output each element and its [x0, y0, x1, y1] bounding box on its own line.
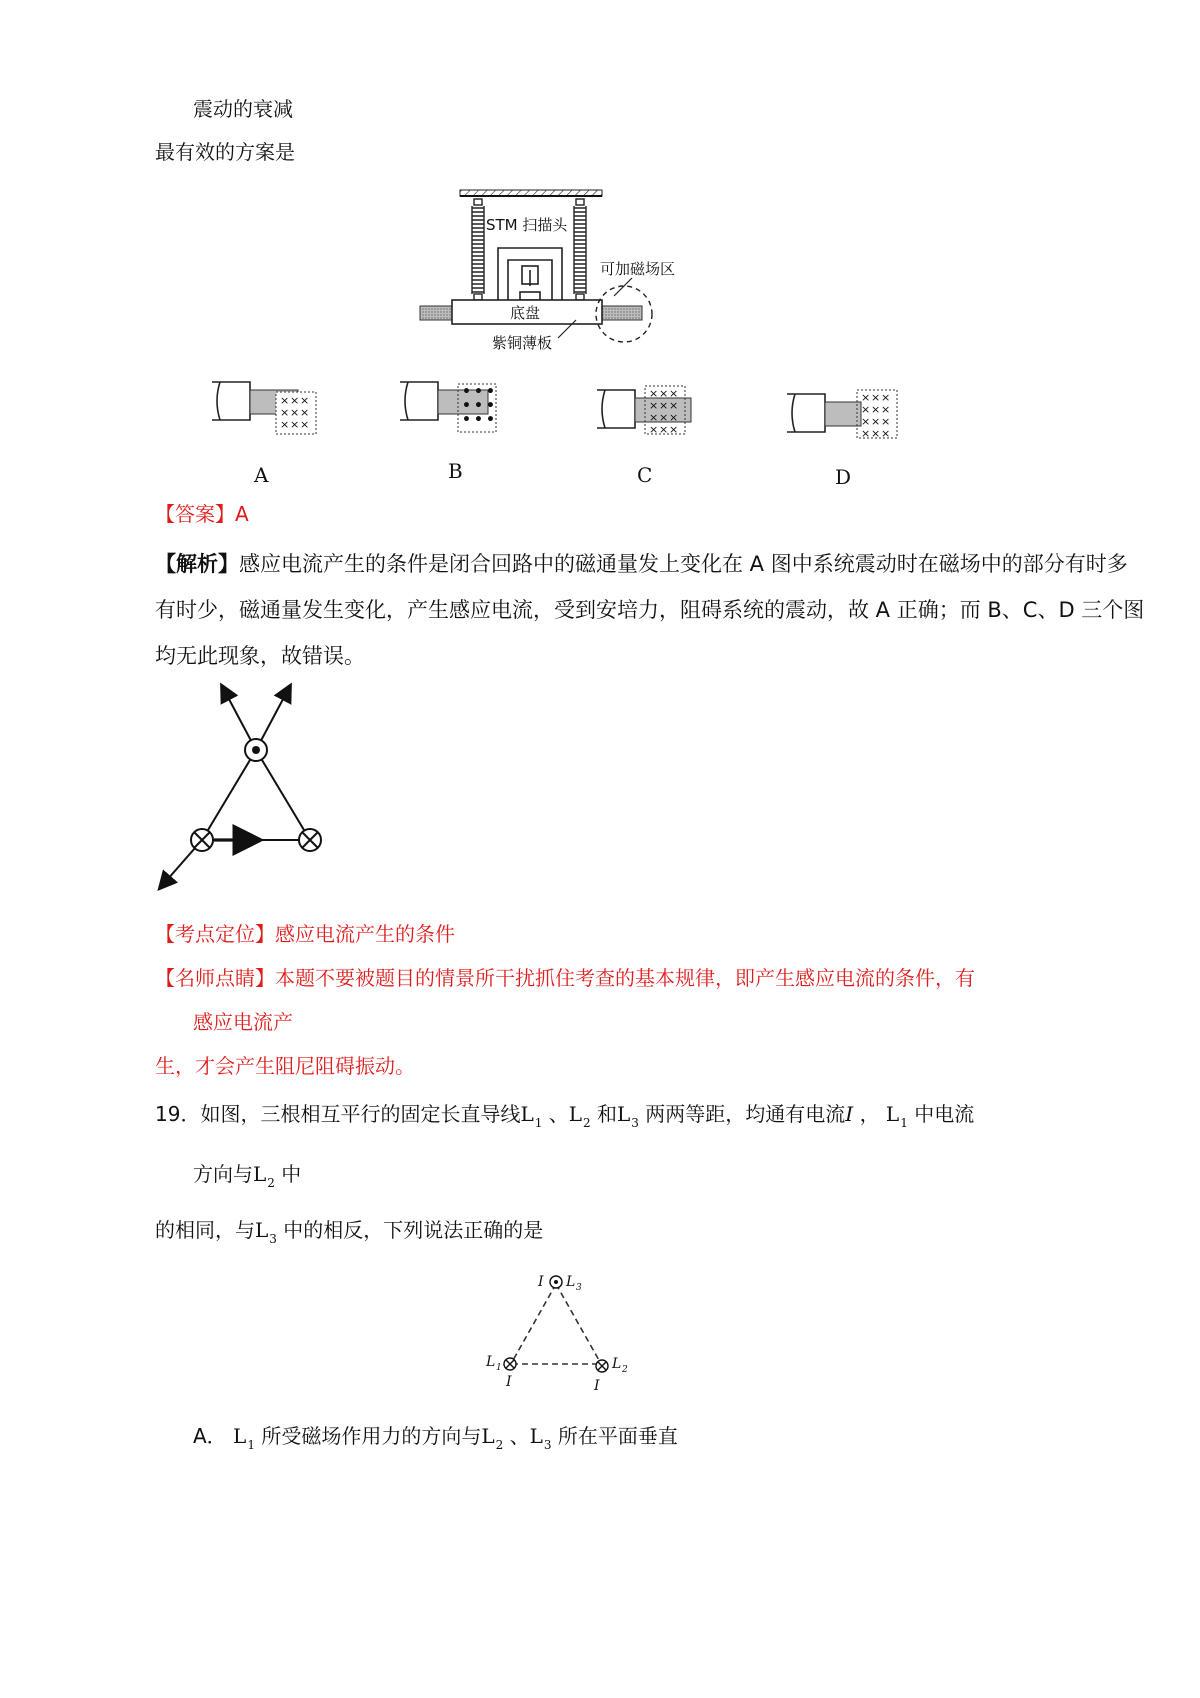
- svg-text:×: ×: [649, 387, 659, 400]
- svg-text:×: ×: [649, 423, 659, 436]
- answer-line: [155, 500, 249, 528]
- wire-label: L: [617, 1102, 631, 1126]
- answer-label: 【答案】: [155, 502, 235, 526]
- svg-text:•: •: [462, 412, 471, 428]
- current-label: I: [506, 1374, 512, 1390]
- svg-text:×: ×: [280, 406, 290, 419]
- svg-text:×: ×: [871, 391, 881, 404]
- wire-right: [299, 829, 321, 851]
- question-19-line: [155, 1216, 543, 1247]
- wire-label: L: [481, 1424, 495, 1448]
- wire-label: L: [233, 1424, 247, 1448]
- svg-text:×: ×: [871, 427, 881, 440]
- stm-apparatus-figure: [410, 182, 700, 362]
- svg-text:×: ×: [290, 406, 300, 419]
- conjunction: 和: [597, 1102, 618, 1126]
- three-wires-figure: [480, 1262, 640, 1402]
- subscript: 3: [576, 1283, 582, 1293]
- subscript: 3: [543, 1438, 552, 1452]
- separator: ，: [859, 1102, 880, 1126]
- svg-text:×: ×: [881, 427, 891, 440]
- wire-left: [191, 829, 213, 851]
- question-text: 中的相反，下列说法正确的是: [283, 1218, 544, 1242]
- option-c-figure: [595, 380, 715, 492]
- question-text: 如图，三根相互平行的固定长直导线: [200, 1102, 521, 1126]
- field-symbols: [649, 387, 678, 436]
- field-symbols: [280, 394, 309, 431]
- analysis-line: 有时少，磁通量发生变化，产生感应电流，受到安培力，阻碍系统的震动，故 A 正确；而 B、C、D 三个图: [155, 598, 1145, 622]
- subscript: 1: [900, 1116, 908, 1130]
- wire-l1: [504, 1358, 516, 1370]
- analysis-line: 均无此现象，故错误。: [155, 644, 365, 668]
- svg-text:•: •: [462, 384, 471, 400]
- svg-text:•: •: [486, 384, 495, 400]
- svg-text:×: ×: [881, 403, 891, 416]
- svg-text:×: ×: [669, 399, 679, 412]
- current-label: I: [538, 1274, 544, 1290]
- kaodian-line: [155, 920, 455, 948]
- wire-label: L: [255, 1218, 269, 1242]
- svg-text:×: ×: [659, 411, 669, 424]
- choice-letter: A．: [193, 1424, 227, 1448]
- text-line: 震动的衰减: [193, 97, 293, 121]
- svg-text:×: ×: [871, 403, 881, 416]
- svg-text:×: ×: [300, 418, 310, 431]
- option-letter: B: [448, 459, 463, 483]
- wire-label: L: [612, 1356, 622, 1372]
- svg-text:×: ×: [881, 415, 891, 428]
- svg-text:×: ×: [659, 387, 669, 400]
- svg-text:×: ×: [861, 427, 871, 440]
- svg-text:•: •: [474, 398, 483, 414]
- wire-l2: [596, 1360, 608, 1372]
- question-text: 方向与: [193, 1162, 253, 1186]
- svg-text:×: ×: [290, 418, 300, 431]
- choice-text: 所受磁场作用力的方向与: [261, 1424, 482, 1448]
- current-symbol: I: [845, 1102, 854, 1126]
- svg-text:×: ×: [669, 387, 679, 400]
- kaodian-label: 【考点定位】: [155, 922, 275, 946]
- wire-label: L: [253, 1162, 267, 1186]
- mingshi-line: [155, 964, 975, 992]
- svg-text:×: ×: [669, 423, 679, 436]
- svg-text:•: •: [462, 398, 471, 414]
- stm-head: [498, 248, 562, 300]
- subscript: 2: [267, 1176, 275, 1190]
- wire-label: L: [885, 1102, 900, 1126]
- question-text: 中: [281, 1162, 302, 1186]
- svg-text:×: ×: [861, 403, 871, 416]
- question-text: 的相同，与: [155, 1218, 255, 1242]
- answer-value: A: [235, 502, 249, 526]
- question-text: 中电流: [914, 1102, 975, 1126]
- wire-label: L: [520, 1102, 534, 1126]
- field-symbols: [861, 391, 890, 440]
- question-text: 两两等距，均通有电流: [645, 1102, 846, 1126]
- svg-text:•: •: [486, 398, 495, 414]
- text-line: 最有效的方案是: [155, 140, 295, 164]
- svg-text:•: •: [486, 412, 495, 428]
- subscript: 1: [534, 1116, 543, 1130]
- svg-text:×: ×: [861, 391, 871, 404]
- kaodian-text: 感应电流产生的条件: [275, 922, 455, 946]
- question-19-line: [155, 1100, 974, 1131]
- choice-a: [193, 1422, 678, 1453]
- subscript: 1: [247, 1438, 255, 1452]
- subscript: 1: [496, 1363, 502, 1373]
- svg-text:•: •: [474, 412, 483, 428]
- svg-text:×: ×: [280, 418, 290, 431]
- subscript: 3: [631, 1116, 639, 1130]
- wire-label: L: [566, 1274, 576, 1290]
- left-spring: [472, 199, 484, 300]
- svg-text:×: ×: [290, 394, 300, 407]
- svg-text:×: ×: [659, 399, 669, 412]
- svg-text:×: ×: [669, 411, 679, 424]
- svg-text:×: ×: [881, 391, 891, 404]
- svg-text:×: ×: [659, 423, 669, 436]
- question-19-line: [193, 1160, 301, 1191]
- separator: 、: [548, 1102, 569, 1126]
- option-letter: D: [835, 465, 852, 489]
- option-a-figure: [210, 380, 330, 492]
- analysis-line: [155, 550, 1128, 578]
- svg-text:×: ×: [280, 394, 290, 407]
- svg-text:×: ×: [300, 406, 310, 419]
- mingshi-label: 【名师点睛】: [155, 966, 275, 990]
- analysis-text: 感应电流产生的条件是闭合回路中的磁通量发上变化在 A 图中系统震动时在磁场中的部分有时多: [239, 552, 1128, 576]
- magnetic-region-label: 可加磁场区: [600, 260, 676, 278]
- question-number: 19．: [155, 1102, 201, 1126]
- right-spring: [574, 199, 586, 300]
- subscript: 3: [269, 1232, 277, 1246]
- force-diagram: [150, 678, 340, 898]
- option-d-figure: [785, 386, 905, 498]
- analysis-label: 【解析】: [155, 552, 239, 576]
- option-letter: C: [637, 463, 653, 487]
- current-label: I: [594, 1378, 600, 1394]
- copper-plate-label: 紫铜薄板: [492, 334, 553, 352]
- wire-label: L: [568, 1102, 583, 1126]
- option-letter: A: [254, 463, 269, 487]
- field-symbols: [462, 384, 495, 428]
- svg-text:•: •: [474, 384, 483, 400]
- wire-label: L: [486, 1354, 496, 1370]
- option-b-figure: [398, 380, 518, 492]
- stm-label: STM 扫描头: [486, 216, 568, 234]
- separator: 、: [509, 1424, 530, 1448]
- mingshi-text: 本题不要被题目的情景所干扰抓住考查的基本规律，即产生感应电流的条件，有: [275, 966, 975, 990]
- svg-text:×: ×: [861, 415, 871, 428]
- mingshi-line: 感应电流产: [193, 1010, 293, 1034]
- mingshi-line: 生，才会产生阻尼阻碍振动。: [155, 1054, 415, 1078]
- wire-label: L: [529, 1424, 543, 1448]
- subscript: 2: [583, 1116, 591, 1130]
- base-label: 底盘: [510, 304, 541, 322]
- choice-text: 所在平面垂直: [557, 1424, 678, 1448]
- svg-text:×: ×: [649, 411, 659, 424]
- subscript: 2: [495, 1438, 504, 1452]
- svg-text:×: ×: [871, 415, 881, 428]
- subscript: 2: [622, 1365, 628, 1375]
- svg-text:×: ×: [300, 394, 310, 407]
- svg-text:×: ×: [649, 399, 659, 412]
